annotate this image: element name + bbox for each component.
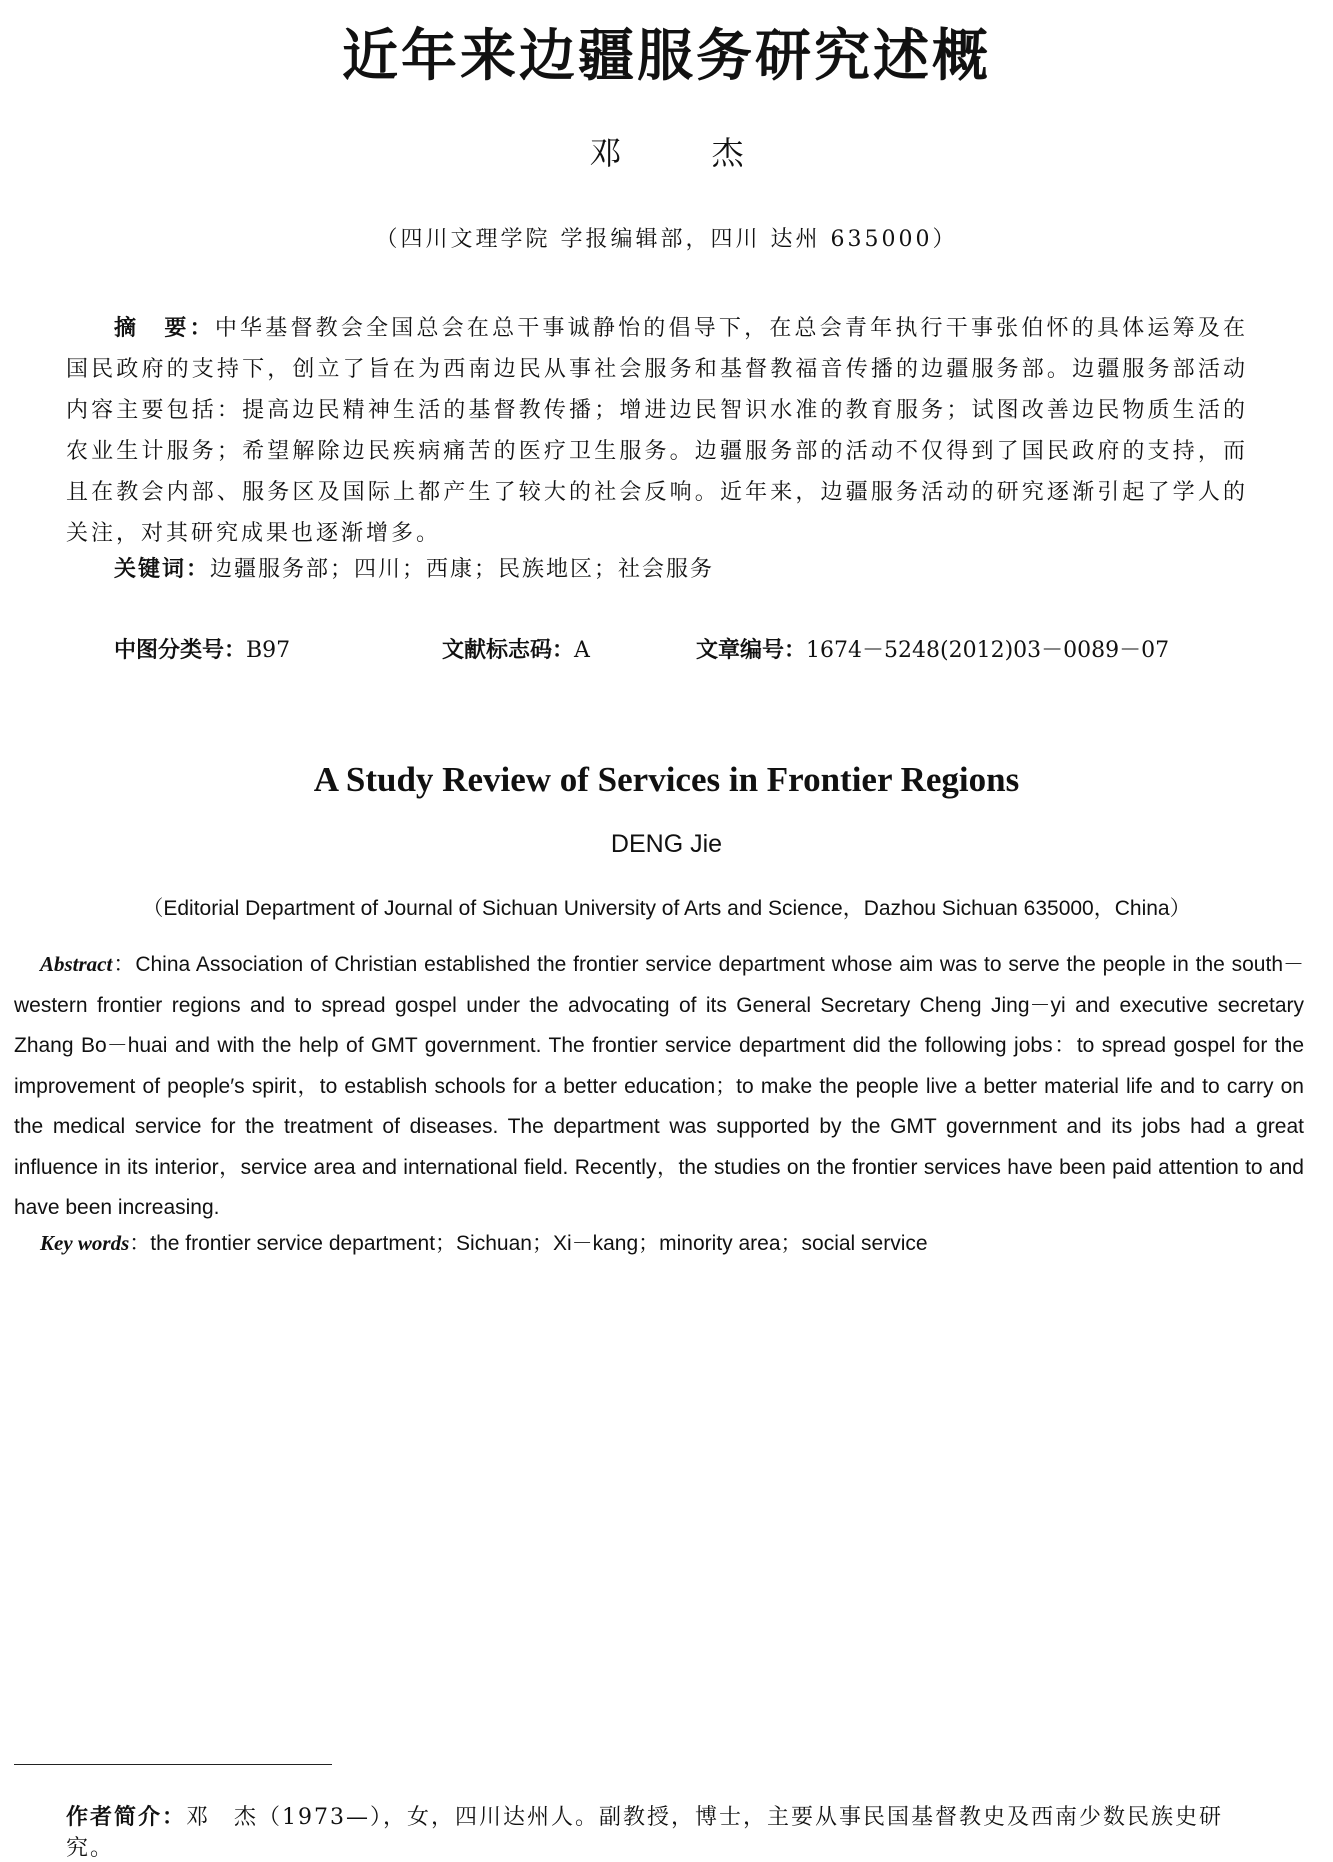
chinese-abstract-text: 中华基督教会全国总会在总干事诚静怡的倡导下，在总会青年执行干事张伯怀的具体运筹及在国民政府的支持下，创立了旨在为西南边民从事社会服务和基督教福音传播的边疆服务部。边疆服务部活动内容主要包括：提高边民精神生活的基督教传播；增进边民智识水准的教育服务；试图改善边民物质生活的农业生计服务；希望解除边民疾病痛苦的医疗卫生服务。边疆服务部的活动不仅得到了国民政府的支持，而且在教会内部、服务区及国际上都产生了较大的社会反响。近年来，边疆服务活动的研究逐渐引起了学人的关注，对其研究成果也逐渐增多。 (66, 316, 1248, 546)
footnote-text: 邓 杰（1973—），女，四川达州人。副教授，博士，主要从事民国基督教史及西南少数民族史研究。 (66, 1805, 1224, 1861)
chinese-abstract (66, 308, 1248, 554)
document-code-value: A (574, 638, 590, 663)
chinese-affiliation: （四川文理学院 学报编辑部，四川 达州 635000） (375, 227, 958, 252)
document-code (442, 633, 696, 664)
english-abstract-text: ：China Association of Christian established the frontier service department whose aim was to serve the people in the south－western frontier regions and to spread gospel under the advocating of its General Secretary Cheng Jing－yi and executive secretary Zhang Bo－huai and with the help of GMT government. The frontier service department did the following jobs：to spread gospel for the improvement of people′s spirit，to establish schools for a better education；to make the people live a better material life and to carry on the medical service for the treatment of diseases. The department was supported by the GMT government and its jobs had a great influence in its interior，service area and international field. Recently，the studies on the frontier services have been paid attention to and have been increasing. (14, 953, 1304, 1219)
clc-value: B97 (246, 638, 291, 663)
english-abstract-label: Abstract (40, 952, 113, 976)
english-affiliation: （Editorial Department of Journal of Sichuan University of Arts and Science，Dazhou Sichuan 635000，China） (142, 897, 1191, 920)
footnote-label: 作者简介： (66, 1805, 187, 1830)
chinese-keywords-text: 边疆服务部；四川；西康；民族地区；社会服务 (210, 557, 715, 582)
article-number (696, 633, 1169, 664)
clc-number (114, 633, 442, 664)
classification-row (114, 633, 1244, 664)
chinese-abstract-label: 摘 要： (114, 316, 215, 341)
chinese-keywords-label: 关键词： (114, 557, 211, 582)
english-keywords-label: Key words (40, 1231, 130, 1255)
english-keywords (40, 1227, 1310, 1257)
chinese-keywords (114, 552, 1244, 583)
english-author: DENG Jie (610, 830, 723, 858)
clc-label: 中图分类号： (114, 638, 247, 663)
english-abstract (14, 944, 1304, 1229)
chinese-title: 近年来边疆服务研究述概 (342, 24, 991, 89)
chinese-author: 邓 杰 (589, 134, 784, 172)
english-title: A Study Review of Services in Frontier Regions (313, 760, 1020, 799)
article-number-label: 文章编号： (696, 638, 807, 663)
english-keywords-text: ：the frontier service department；Sichuan；Xi－kang；minority area；social service (129, 1232, 928, 1255)
article-number-value: 1674－5248(2012)03－0089－07 (806, 638, 1170, 663)
footnote-divider (14, 1764, 332, 1765)
author-footnote (66, 1800, 1266, 1862)
document-code-label: 文献标志码： (442, 638, 575, 663)
